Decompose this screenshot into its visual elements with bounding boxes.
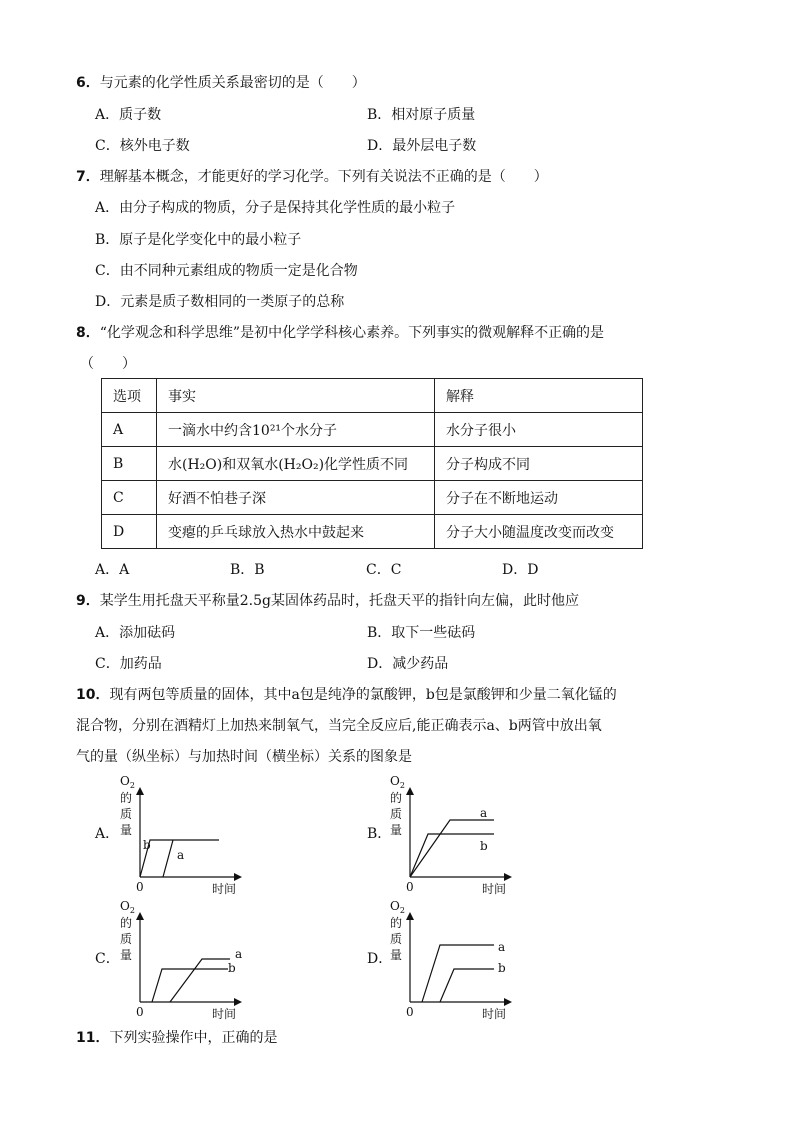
y-axis-label: $O_2$ [390, 774, 405, 790]
series-label-b: b [498, 961, 506, 975]
series-label-a: a [498, 940, 506, 954]
option-c: C．加药品 [95, 656, 162, 672]
table-cell: 变瘪的乒乓球放入热水中鼓起来 [157, 515, 435, 549]
table-cell: 水分子很小 [435, 413, 643, 447]
table-cell: 分子构成不同 [435, 447, 643, 481]
x-axis-label: 时间 [212, 1007, 237, 1021]
question-number: 7． [76, 169, 100, 185]
option-b: B．原子是化学变化中的最小粒子 [95, 232, 302, 248]
table-cell: 分子大小随温度改变而改变 [435, 515, 643, 549]
origin-label: 0 [406, 1005, 414, 1019]
series-label-b: b [480, 839, 488, 853]
series-label-b: b [143, 838, 151, 852]
question-number: 11． [76, 1030, 110, 1046]
answer-bracket: （ ） [80, 356, 136, 372]
question-number: 8． [76, 325, 100, 341]
table-cell: 一滴水中约含10²¹个水分子 [157, 413, 435, 447]
graph-option-label: C． [95, 951, 120, 967]
option-c: C．核外电子数 [95, 138, 190, 154]
question-stem: 与元素的化学性质关系最密切的是（ ） [99, 75, 366, 91]
origin-label: 0 [136, 1005, 144, 1019]
option-d: D．最外层电子数 [367, 138, 477, 154]
option-b: B．B [230, 562, 265, 578]
y-axis-label-char: 量 [390, 823, 403, 837]
question-number: 6． [76, 75, 100, 91]
question-number: 10． [76, 687, 110, 703]
y-axis-label-char: 量 [390, 948, 403, 962]
question-stem-line-2: 混合物，分别在酒精灯上加热来制氧气，当完全反应后,能正确表示a、b两管中放出氧 [76, 718, 602, 734]
question-stem: “化学观念和科学思维”是初中化学学科核心素养。下列事实的微观解释不正确的是 [99, 325, 605, 341]
series-label-a: a [235, 947, 243, 961]
graph-option-label: D． [367, 951, 393, 967]
question-stem: 理解基本概念，才能更好的学习化学。下列有关说法不正确的是（ ） [99, 169, 548, 185]
table-header: 选项 [102, 379, 157, 413]
graph-option-label: A． [95, 826, 120, 842]
graph-option-label: B． [367, 826, 392, 842]
y-axis-label-char: 质 [390, 932, 403, 946]
y-axis-label-char: 量 [120, 948, 133, 962]
option-d: D．元素是质子数相同的一类原子的总称 [95, 294, 345, 310]
y-axis-label-char: 质 [120, 932, 133, 946]
series-label-b: b [228, 961, 236, 975]
table-cell: A [102, 413, 157, 447]
question-11 [76, 1027, 277, 1047]
x-axis-label: 时间 [212, 882, 237, 896]
y-axis-label-char: 量 [120, 823, 133, 837]
y-axis-label-char: 的 [390, 916, 403, 930]
option-a: A．添加砝码 [95, 625, 176, 641]
table-cell: 水(H₂O)和双氧水(H₂O₂)化学性质不同 [157, 447, 435, 481]
origin-label: 0 [136, 880, 144, 894]
question-stem: 下列实验操作中，正确的是 [109, 1030, 278, 1046]
table-cell: B [102, 447, 157, 481]
y-axis-label-char: 质 [120, 807, 133, 821]
series-line-a [170, 959, 230, 1002]
graph-option-c [95, 899, 242, 1021]
table-cell: 分子在不断地运动 [435, 481, 643, 515]
option-b: B．取下一些砝码 [367, 625, 476, 641]
option-a: A．A [95, 562, 130, 578]
question-stem: 某学生用托盘天平称量2.5g某固体药品时，托盘天平的指针向左偏，此时他应 [99, 593, 579, 609]
graph-option-b [367, 774, 508, 896]
option-a: A．质子数 [95, 107, 162, 123]
option-c: C．由不同种元素组成的物质一定是化合物 [95, 263, 358, 279]
y-axis-label: $O_2$ [120, 899, 135, 915]
question-stem-line-3: 气的量（纵坐标）与加热时间（横坐标）关系的图象是 [76, 749, 412, 765]
table-cell: D [102, 515, 157, 549]
table-cell: 好酒不怕巷子深 [157, 481, 435, 515]
y-axis-label-char: 的 [390, 791, 403, 805]
table-cell: C [102, 481, 157, 515]
option-d: D．减少药品 [367, 656, 449, 672]
y-axis-label: $O_2$ [390, 899, 405, 915]
option-c: C．C [366, 562, 402, 578]
series-line-b [440, 969, 494, 1002]
series-line-b [152, 969, 228, 1002]
series-line-a [163, 840, 173, 877]
x-axis-label: 时间 [482, 882, 507, 896]
option-a: A．由分子构成的物质，分子是保持其化学性质的最小粒子 [95, 200, 456, 216]
y-axis-label: $O_2$ [120, 774, 135, 790]
question-number: 9． [76, 593, 100, 609]
series-label-a: a [177, 848, 185, 862]
table-header: 解释 [435, 379, 643, 413]
graph-option-a [94, 774, 238, 896]
graph-option-d [367, 899, 508, 1021]
option-d: D．D [502, 562, 539, 578]
question-stem-line-1: 现有两包等质量的固体，其中a包是纯净的氯酸钾，b包是氯酸钾和少量二氧化锰的 [109, 687, 617, 703]
y-axis-label-char: 的 [120, 916, 133, 930]
series-line-a [422, 945, 494, 1002]
origin-label: 0 [406, 880, 414, 894]
y-axis-label-char: 的 [120, 791, 133, 805]
option-b: B．相对原子质量 [367, 107, 476, 123]
x-axis-label: 时间 [482, 1007, 507, 1021]
table-header: 事实 [157, 379, 435, 413]
y-axis-label-char: 质 [390, 807, 403, 821]
series-label-a: a [480, 806, 488, 820]
